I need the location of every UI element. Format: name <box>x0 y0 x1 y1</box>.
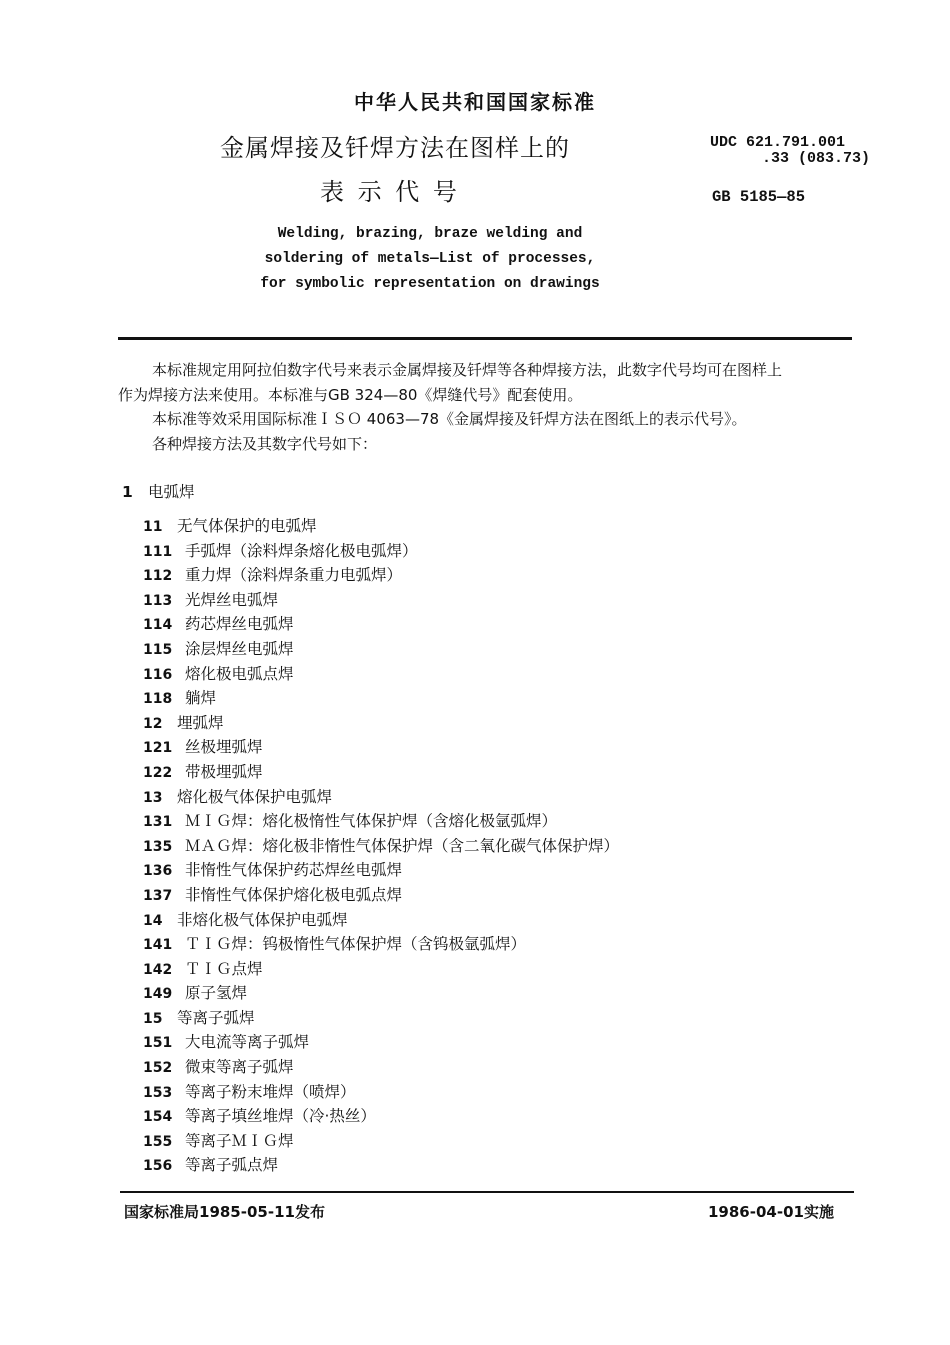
process-name: 熔化极气体保护电弧焊 <box>177 787 333 806</box>
process-item <box>143 563 843 588</box>
process-item <box>143 588 843 613</box>
english-title-line: Welding, brazing, braze welding and <box>277 226 583 242</box>
process-code: 141 <box>143 937 173 954</box>
process-name: 手弧焊（涂料焊条熔化极电弧焊） <box>185 541 418 560</box>
process-item <box>143 662 843 687</box>
process-item <box>143 686 843 711</box>
intro-paragraph: 本标准规定用阿拉伯数字代号来表示金属焊接及钎焊等各种焊接方法，此数字代号均可在图样上 <box>152 361 783 379</box>
process-item <box>143 760 843 785</box>
process-name: 埋弧焊 <box>177 713 224 732</box>
process-name: ＴＩＧ点焊 <box>185 959 263 978</box>
document-title-line1: 金属焊接及钎焊方法在图样上的 <box>220 134 570 162</box>
gb-standard-code: GB 5185—85 <box>712 188 806 206</box>
english-title <box>230 222 630 297</box>
process-item <box>143 637 843 662</box>
document-title-line2: 表 示 代 号 <box>320 178 460 206</box>
process-item <box>143 711 843 736</box>
process-code: 115 <box>143 641 173 658</box>
process-item <box>143 834 843 859</box>
process-name: 丝极埋弧焊 <box>185 738 263 757</box>
process-code: 142 <box>143 961 173 978</box>
process-item <box>143 514 843 539</box>
process-item <box>143 785 843 810</box>
process-code: 118 <box>143 691 173 708</box>
process-item <box>143 1006 843 1031</box>
process-list <box>143 514 843 1178</box>
process-name: 光焊丝电弧焊 <box>185 590 279 609</box>
process-item <box>143 908 843 933</box>
section-heading <box>122 480 195 502</box>
process-item <box>143 883 843 908</box>
process-item <box>143 1104 843 1129</box>
section-number: 1 <box>122 483 133 501</box>
process-name: 躺焊 <box>185 689 217 708</box>
process-code: 13 <box>143 789 163 806</box>
english-title-line: for symbolic representation on drawings <box>260 276 600 292</box>
process-name: 涂层焊丝电弧焊 <box>185 639 294 658</box>
section-title: 电弧焊 <box>148 483 195 501</box>
process-code: 152 <box>143 1060 173 1077</box>
english-title-line: soldering of metals—List of processes, <box>264 251 596 267</box>
process-item <box>143 1129 843 1154</box>
process-name: 等离子弧焊 <box>177 1008 255 1027</box>
process-name: 非熔化极气体保护电弧焊 <box>177 910 348 929</box>
udc-code-line2: .33 (083.73) <box>762 150 871 167</box>
process-code: 155 <box>143 1133 173 1150</box>
process-name: 微束等离子弧焊 <box>185 1058 294 1077</box>
process-name: 药芯焊丝电弧焊 <box>185 615 294 634</box>
udc-code-line1: UDC 621.791.001 <box>710 134 846 151</box>
process-name: 原子氢焊 <box>185 984 248 1003</box>
process-name: 熔化极电弧点焊 <box>185 664 294 683</box>
national-standard-heading: 中华人民共和国国家标准 <box>354 90 596 114</box>
process-code: 151 <box>143 1035 173 1052</box>
process-code: 113 <box>143 592 173 609</box>
process-item <box>143 932 843 957</box>
process-name: ＴＩＧ焊：钨极惰性气体保护焊（含钨极氩弧焊） <box>185 935 527 954</box>
header-divider <box>118 337 852 340</box>
process-name: 非惰性气体保护熔化极电弧点焊 <box>185 885 403 904</box>
process-item <box>143 809 843 834</box>
process-code: 112 <box>143 568 173 585</box>
process-name: 等离子粉末堆焊（喷焊） <box>185 1082 356 1101</box>
process-item <box>143 858 843 883</box>
process-code: 114 <box>143 617 173 634</box>
process-code: 137 <box>143 887 173 904</box>
process-item <box>143 1030 843 1055</box>
process-code: 14 <box>143 912 163 929</box>
process-item <box>143 539 843 564</box>
process-code: 122 <box>143 764 173 781</box>
process-code: 153 <box>143 1084 173 1101</box>
process-name: ＭＡＧ焊：熔化极非惰性气体保护焊（含二氧化碳气体保护焊） <box>185 836 620 855</box>
process-name: 重力焊（涂料焊条重力电弧焊） <box>185 566 403 585</box>
process-item <box>143 612 843 637</box>
process-code: 156 <box>143 1158 173 1175</box>
process-code: 136 <box>143 863 173 880</box>
process-item <box>143 735 843 760</box>
issue-date: 国家标准局1985-05-11发布 <box>124 1203 325 1221</box>
process-item <box>143 957 843 982</box>
process-code: 131 <box>143 814 173 831</box>
process-item <box>143 1153 843 1178</box>
process-code: 121 <box>143 740 173 757</box>
intro-paragraph: 本标准等效采用国际标准ＩＳＯ 4063—78《金属焊接及钎焊方法在图纸上的表示代号》。 <box>152 410 747 428</box>
process-code: 15 <box>143 1010 163 1027</box>
process-code: 135 <box>143 838 173 855</box>
intro-paragraph: 各种焊接方法及其数字代号如下： <box>152 434 378 453</box>
process-code: 111 <box>143 543 173 560</box>
process-name: ＭＩＧ焊：熔化极惰性气体保护焊（含熔化极氩弧焊） <box>185 812 558 831</box>
footer-divider <box>120 1191 854 1193</box>
process-item <box>143 981 843 1006</box>
process-name: 非惰性气体保护药芯焊丝电弧焊 <box>185 861 403 880</box>
process-name: 带极埋弧焊 <box>185 762 263 781</box>
process-code: 116 <box>143 666 173 683</box>
process-item <box>143 1080 843 1105</box>
process-name: 等离子弧点焊 <box>185 1156 279 1175</box>
effective-date: 1986-04-01实施 <box>708 1203 834 1221</box>
process-name: 大电流等离子弧焊 <box>185 1033 310 1052</box>
process-name: 等离子填丝堆焊（冷·热丝） <box>185 1107 376 1126</box>
process-name: 无气体保护的电弧焊 <box>177 517 317 535</box>
process-code: 12 <box>143 715 163 732</box>
process-item <box>143 1055 843 1080</box>
process-code: 11 <box>143 519 163 535</box>
intro-paragraph-continuation: 作为焊接方法来使用。本标准与GB 324—80《焊缝代号》配套使用。 <box>118 385 583 404</box>
process-name: 等离子ＭＩＧ焊 <box>185 1131 294 1150</box>
introduction <box>118 358 858 456</box>
process-code: 149 <box>143 986 173 1003</box>
process-code: 154 <box>143 1109 173 1126</box>
